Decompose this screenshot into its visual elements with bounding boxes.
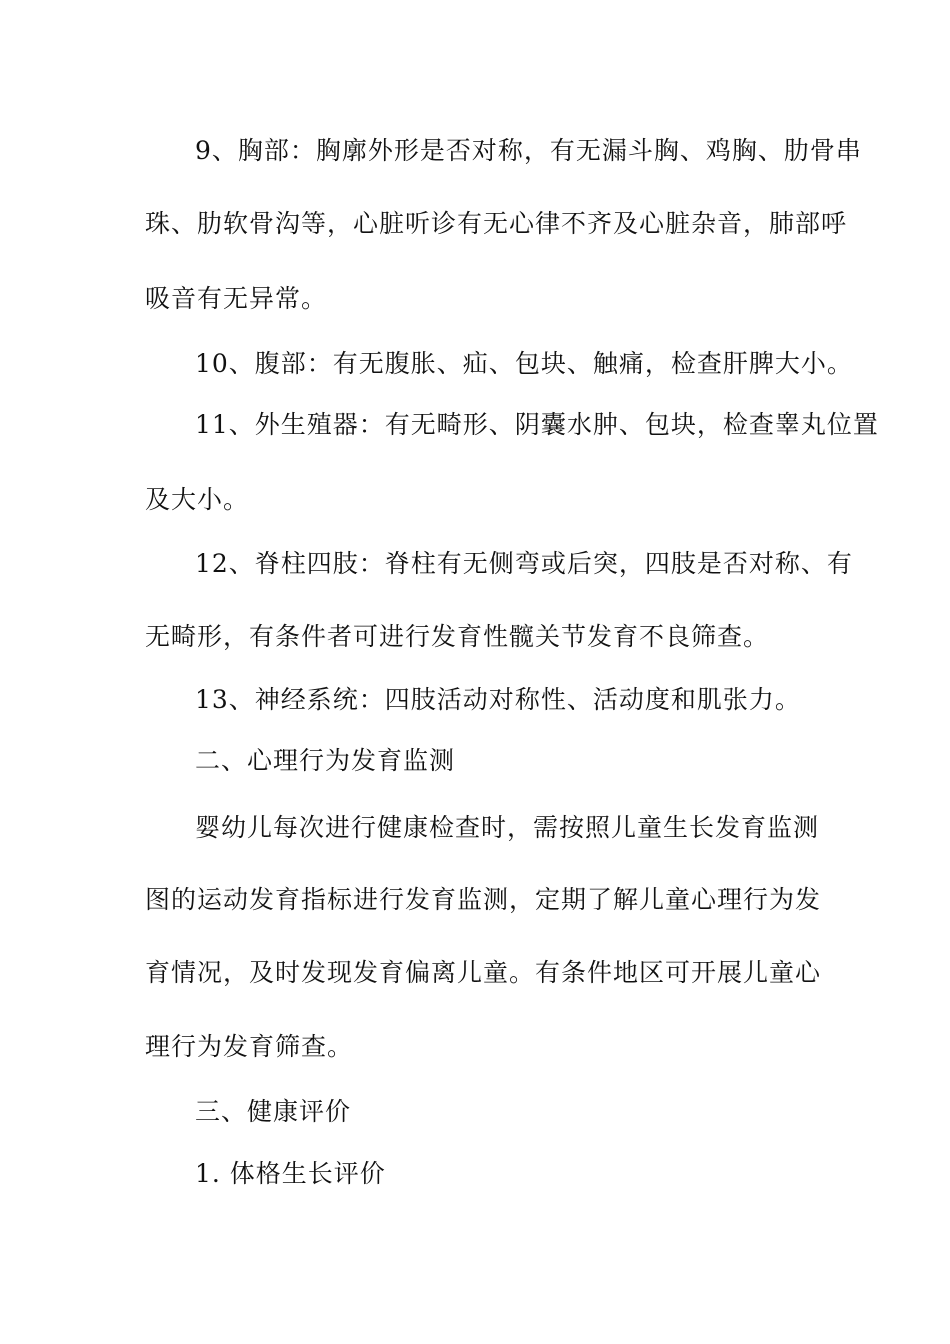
section-heading-2: 二、心理行为发育监测 [195, 746, 456, 775]
genital-exam-line-2: 及大小。 [145, 485, 250, 514]
development-paragraph-line-2: 图的运动发育指标进行发育监测，定期了解儿童心理行为发 [145, 885, 822, 914]
nervous-system-line: 13、神经系统：四肢活动对称性、活动度和肌张力。 [195, 685, 801, 714]
section-heading-3: 三、健康评价 [195, 1097, 352, 1126]
spine-limbs-line-2: 无畸形，有条件者可进行发育性髋关节发育不良筛查。 [145, 622, 770, 651]
genital-exam-line-1: 11、外生殖器：有无畸形、阴囊水肿、包块，检查睾丸位置 [195, 410, 879, 439]
subsection-heading-1: 1. 体格生长评价 [195, 1159, 386, 1188]
development-paragraph-line-3: 育情况，及时发现发育偏离儿童。有条件地区可开展儿童心 [145, 958, 822, 987]
development-paragraph-line-4: 理行为发育筛查。 [145, 1032, 354, 1061]
chest-exam-line-2: 珠、肋软骨沟等，心脏听诊有无心律不齐及心脏杂音，肺部呼 [145, 209, 848, 238]
development-paragraph-line-1: 婴幼儿每次进行健康检查时，需按照儿童生长发育监测 [195, 813, 820, 842]
abdomen-exam-line: 10、腹部：有无腹胀、疝、包块、触痛，检查肝脾大小。 [195, 349, 853, 378]
chest-exam-line-1: 9、胸部：胸廓外形是否对称，有无漏斗胸、鸡胸、肋骨串 [195, 136, 862, 165]
chest-exam-line-3: 吸音有无异常。 [145, 284, 328, 313]
spine-limbs-line-1: 12、脊柱四肢：脊柱有无侧弯或后突，四肢是否对称、有 [195, 549, 853, 578]
